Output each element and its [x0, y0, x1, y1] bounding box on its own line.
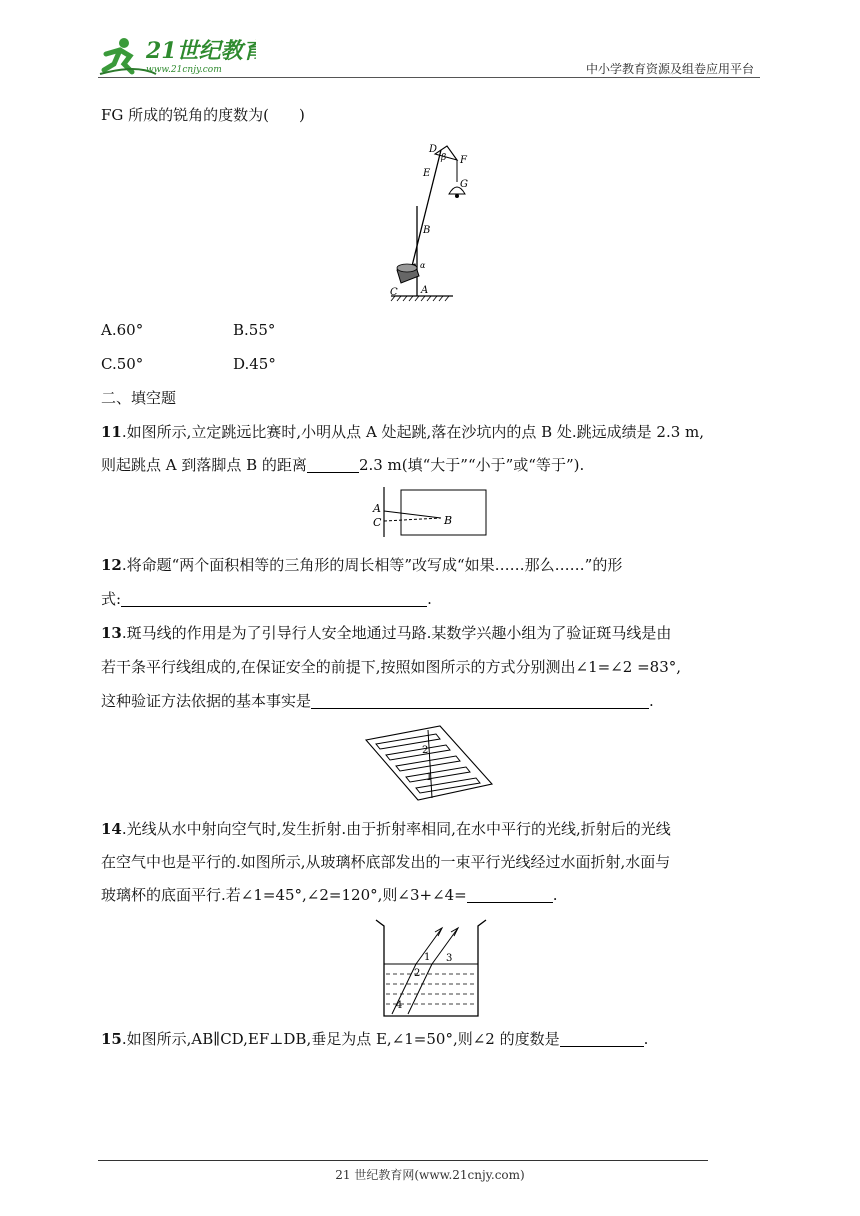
q14-text3-end: .	[552, 886, 558, 904]
footer-divider	[98, 1160, 708, 1161]
q13-text3-end: .	[649, 692, 654, 710]
runner-logo-icon	[96, 34, 256, 78]
q10-label-d: D	[429, 144, 438, 155]
q15-text1-end: .	[643, 1030, 649, 1048]
q10-label-a: A	[421, 285, 429, 296]
q11-text2b: 2.3 m(填“大于”“小于”或“等于”).	[358, 456, 585, 474]
q14-answer-blank[interactable]	[467, 886, 553, 903]
section-title: 二、填空题	[101, 389, 177, 407]
q13-text1: .斑马线的作用是为了引导行人安全地通过马路.某数学兴趣小组为了验证斑马线是由	[121, 624, 672, 642]
q10-stem-tail: FG 所成的锐角的度数为( )	[101, 106, 305, 124]
q14-glass-figure	[372, 916, 490, 1020]
q13-line2: 若干条平行线组成的,在保证安全的前提下,按照如图所示的方式分别测出∠1=∠2 =83°,	[101, 658, 682, 676]
q10-option-b: B.55°	[233, 321, 276, 339]
q14-text1: .光线从水中射向空气时,发生折射.由于折射率相同,在水中平行的光线,折射后的光线	[121, 820, 671, 838]
q11-number: 11	[101, 423, 122, 441]
q10-label-beta: β	[441, 153, 447, 163]
q12-text2: 式:	[101, 590, 122, 608]
q10-option-a: A.60°	[101, 321, 144, 339]
q14-label-3: 3	[446, 953, 453, 964]
q11-label-a: A	[373, 502, 381, 515]
q11-label-c: C	[373, 516, 382, 529]
logo-url: www.21cnjy.com	[146, 65, 222, 75]
q10-lamp-figure	[385, 138, 475, 303]
q15-answer-blank[interactable]	[560, 1030, 644, 1047]
q14-label-4: 4	[396, 1000, 403, 1011]
q14-line1	[101, 818, 761, 840]
q11-text2a: 则起跳点 A 到落脚点 B 的距离	[101, 456, 307, 474]
q13-label-2: 2	[422, 745, 429, 756]
q10-label-e: E	[423, 168, 431, 179]
q11-long-jump-figure	[365, 485, 490, 540]
q15-number: 15	[101, 1030, 122, 1048]
q10-option-c: C.50°	[101, 355, 144, 373]
q10-label-f: F	[460, 155, 467, 166]
q11-label-b: B	[444, 514, 453, 527]
q10-label-c: C	[390, 287, 398, 298]
q12-text2-end: .	[427, 590, 432, 608]
q11-line2	[101, 454, 761, 476]
q13-crosswalk-figure	[362, 722, 494, 804]
q11-line1	[101, 421, 761, 443]
q12-number: 12	[101, 556, 122, 574]
q12-line1	[101, 554, 761, 576]
q13-line3	[101, 690, 761, 712]
q11-text1: .如图所示,立定跳远比赛时,小明从点 A 处起跳,落在沙坑内的点 B 处.跳远成绩是 2.3 m,	[121, 423, 705, 441]
q14-text3: 玻璃杯的底面平行.若∠1=45°,∠2=120°,则∠3+∠4=	[101, 886, 467, 904]
q15-line1	[101, 1028, 761, 1050]
q12-answer-blank[interactable]	[121, 590, 427, 607]
q13-answer-blank[interactable]	[311, 692, 649, 709]
q13-line1	[101, 622, 761, 644]
q10-label-alpha: α	[420, 261, 426, 270]
q14-label-2: 2	[414, 968, 421, 979]
q10-label-g: G	[460, 179, 468, 190]
site-logo	[96, 34, 256, 82]
q10-label-b: B	[423, 225, 431, 236]
logo-text: 21世纪教育	[146, 38, 256, 64]
q12-text1: .将命题“两个面积相等的三角形的周长相等”改写成“如果……那么……”的形	[121, 556, 623, 574]
q14-line2: 在空气中也是平行的.如图所示,从玻璃杯底部发出的一束平行光线经过水面折射,水面与	[101, 853, 671, 871]
q12-line2	[101, 588, 761, 610]
q15-text1: .如图所示,AB∥CD,EF⊥DB,垂足为点 E,∠1=50°,则∠2 的度数是	[121, 1030, 560, 1048]
q10-option-d: D.45°	[233, 355, 276, 373]
q14-line3	[101, 884, 761, 906]
header-platform-text: 中小学教育资源及组卷应用平台	[585, 62, 754, 76]
header-divider	[98, 77, 760, 78]
q13-text3: 这种验证方法依据的基本事实是	[101, 692, 312, 710]
q14-number: 14	[101, 820, 122, 838]
q13-label-1: 1	[426, 772, 433, 783]
footer-text: 21 世纪教育网(www.21cnjy.com)	[335, 1168, 525, 1182]
q11-answer-blank[interactable]	[307, 456, 359, 473]
q13-number: 13	[101, 624, 122, 642]
q14-label-1: 1	[424, 952, 431, 963]
